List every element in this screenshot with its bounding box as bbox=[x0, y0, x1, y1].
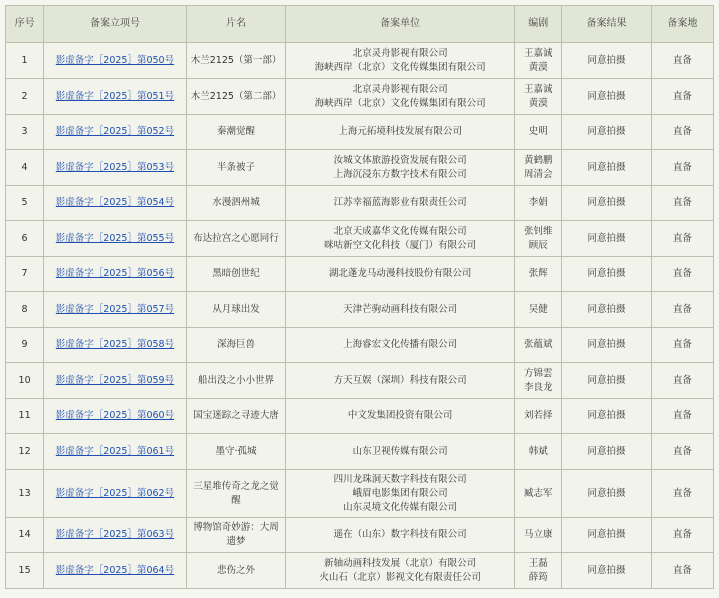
table-row bbox=[6, 257, 714, 292]
table-row bbox=[6, 553, 714, 589]
writer-name: 顾辰 bbox=[528, 239, 548, 251]
writer-name: 薛筠 bbox=[528, 571, 548, 583]
filing-place: 直备 bbox=[651, 470, 713, 518]
filing-code-link[interactable]: 影虚备字［2025］第059号 bbox=[55, 374, 175, 386]
filing-place: 直备 bbox=[651, 399, 713, 434]
filing-place: 直备 bbox=[651, 43, 713, 79]
header-result: 备案结果 bbox=[562, 6, 651, 43]
film-title: 黑暗创世纪 bbox=[186, 257, 285, 292]
writer-name: 张蕴斌 bbox=[523, 339, 553, 350]
row-number: 12 bbox=[6, 434, 44, 470]
filing-unit: 新轴动画科技发展（北京）有限公司 bbox=[324, 557, 477, 569]
filing-result: 同意拍摄 bbox=[562, 434, 651, 470]
filing-unit: 北京天成嘉华文化传媒有限公司 bbox=[333, 225, 467, 237]
film-title: 布达拉宫之心愿同行 bbox=[186, 221, 285, 257]
table-row bbox=[6, 186, 714, 221]
filing-table-container bbox=[5, 5, 714, 589]
table-row bbox=[6, 150, 714, 186]
filing-code-cell bbox=[44, 518, 187, 553]
filing-code-cell bbox=[44, 43, 187, 79]
filing-unit: 山东卫视传媒有限公司 bbox=[352, 445, 448, 457]
film-title: 秦潮觉醒 bbox=[186, 115, 285, 150]
filing-unit: 火山石（北京）影视文化有限责任公司 bbox=[319, 571, 481, 583]
filing-code-link[interactable]: 影虚备字［2025］第061号 bbox=[55, 445, 175, 457]
filing-unit: 北京灵舟影视有限公司 bbox=[352, 83, 448, 95]
filing-unit-cell bbox=[286, 470, 515, 518]
writer-cell bbox=[515, 434, 562, 470]
film-title: 三星堆传奇之龙之觉醒 bbox=[186, 470, 285, 518]
writer-cell bbox=[515, 43, 562, 79]
row-number: 11 bbox=[6, 399, 44, 434]
filing-result: 同意拍摄 bbox=[562, 115, 651, 150]
writer-name: 黄鹤鹏 bbox=[523, 154, 553, 166]
row-number: 15 bbox=[6, 553, 44, 589]
table-row bbox=[6, 434, 714, 470]
filing-unit: 遥在（山东）数字科技有限公司 bbox=[333, 529, 467, 540]
filing-code-link[interactable]: 影虚备字［2025］第062号 bbox=[55, 487, 175, 499]
writer-name: 王磊 bbox=[528, 557, 548, 569]
filing-unit-cell bbox=[286, 399, 515, 434]
table-row bbox=[6, 363, 714, 399]
row-number: 13 bbox=[6, 470, 44, 518]
filing-code-link[interactable]: 影虚备字［2025］第058号 bbox=[55, 339, 175, 350]
film-title: 深海巨兽 bbox=[186, 328, 285, 363]
filing-code-cell bbox=[44, 434, 187, 470]
header-code: 备案立项号 bbox=[44, 6, 187, 43]
filing-code-cell bbox=[44, 328, 187, 363]
film-title: 木兰2125（第二部） bbox=[186, 79, 285, 115]
writer-name: 周清会 bbox=[523, 168, 553, 180]
writer-name: 张辉 bbox=[528, 268, 548, 279]
filing-place: 直备 bbox=[651, 292, 713, 328]
table-row bbox=[6, 43, 714, 79]
table-header-row bbox=[6, 6, 714, 43]
filing-place: 直备 bbox=[651, 150, 713, 186]
writer-cell bbox=[515, 553, 562, 589]
filing-unit: 湖北蓬龙马动漫科技股份有限公司 bbox=[328, 268, 472, 279]
writer-cell bbox=[515, 328, 562, 363]
filing-place: 直备 bbox=[651, 328, 713, 363]
row-number: 1 bbox=[6, 43, 44, 79]
writer-name: 韩斌 bbox=[528, 445, 548, 457]
writer-cell bbox=[515, 518, 562, 553]
film-title: 半条被子 bbox=[186, 150, 285, 186]
header-title: 片名 bbox=[186, 6, 285, 43]
film-title: 船出没之小小世界 bbox=[186, 363, 285, 399]
filing-unit: 上海沉浸东方数字技术有限公司 bbox=[333, 168, 467, 180]
filing-unit-cell bbox=[286, 328, 515, 363]
filing-code-link[interactable]: 影虚备字［2025］第054号 bbox=[55, 197, 175, 208]
filing-unit-cell bbox=[286, 150, 515, 186]
table-row bbox=[6, 328, 714, 363]
filing-code-cell bbox=[44, 470, 187, 518]
film-title: 从月球出发 bbox=[186, 292, 285, 328]
filing-place: 直备 bbox=[651, 221, 713, 257]
row-number: 7 bbox=[6, 257, 44, 292]
filing-place: 直备 bbox=[651, 518, 713, 553]
writer-name: 黄漠 bbox=[528, 61, 548, 73]
film-title: 悲伤之外 bbox=[186, 553, 285, 589]
film-title: 水漫泗州城 bbox=[186, 186, 285, 221]
filing-code-cell bbox=[44, 221, 187, 257]
row-number: 5 bbox=[6, 186, 44, 221]
filing-code-cell bbox=[44, 399, 187, 434]
filing-code-link[interactable]: 影虚备字［2025］第060号 bbox=[55, 410, 175, 421]
writer-cell bbox=[515, 115, 562, 150]
filing-place: 直备 bbox=[651, 363, 713, 399]
table-body bbox=[6, 43, 714, 589]
writer-name: 黄漠 bbox=[528, 97, 548, 109]
writer-name: 臧志军 bbox=[523, 487, 553, 499]
row-number: 14 bbox=[6, 518, 44, 553]
table-row bbox=[6, 221, 714, 257]
filing-unit: 峨眉电影集团有限公司 bbox=[352, 487, 448, 499]
film-title: 墨守·孤城 bbox=[186, 434, 285, 470]
filing-result: 同意拍摄 bbox=[562, 518, 651, 553]
writer-name: 王嘉诚 bbox=[523, 47, 553, 59]
writer-cell bbox=[515, 363, 562, 399]
filing-unit: 上海睿宏文化传播有限公司 bbox=[343, 339, 458, 350]
table-row bbox=[6, 79, 714, 115]
filing-unit: 汝城文体旅游投资发展有限公司 bbox=[333, 154, 467, 166]
film-title: 木兰2125（第一部） bbox=[186, 43, 285, 79]
table-row bbox=[6, 470, 714, 518]
filing-code-cell bbox=[44, 115, 187, 150]
header-writer: 编剧 bbox=[515, 6, 562, 43]
filing-result: 同意拍摄 bbox=[562, 150, 651, 186]
table-row bbox=[6, 115, 714, 150]
filing-unit: 海峡西岸（北京）文化传媒集团有限公司 bbox=[314, 61, 486, 73]
film-title: 国宝迷踪之寻迹大唐 bbox=[186, 399, 285, 434]
filing-code-cell bbox=[44, 292, 187, 328]
writer-name: 方锦雲 bbox=[523, 367, 553, 379]
filing-code-link[interactable]: 影虚备字［2025］第053号 bbox=[55, 161, 175, 173]
filing-unit-cell bbox=[286, 363, 515, 399]
row-number: 6 bbox=[6, 221, 44, 257]
header-no: 序号 bbox=[6, 6, 44, 43]
writer-name: 刘若择 bbox=[523, 410, 553, 421]
filing-code-cell bbox=[44, 553, 187, 589]
filing-result: 同意拍摄 bbox=[562, 79, 651, 115]
filing-code-link[interactable]: 影虚备字［2025］第055号 bbox=[55, 232, 175, 244]
table-row bbox=[6, 518, 714, 553]
filing-unit: 中文发集团投资有限公司 bbox=[347, 410, 453, 421]
filing-unit-cell bbox=[286, 115, 515, 150]
film-title: 博物馆奇妙游：大周遗梦 bbox=[186, 518, 285, 553]
writer-cell bbox=[515, 186, 562, 221]
row-number: 8 bbox=[6, 292, 44, 328]
filing-unit: 天津芒驹动画科技有限公司 bbox=[343, 303, 458, 315]
filing-result: 同意拍摄 bbox=[562, 470, 651, 518]
filing-code-link[interactable]: 影虚备字［2025］第057号 bbox=[55, 303, 175, 315]
writer-cell bbox=[515, 79, 562, 115]
filing-unit: 上海元拓境科技发展有限公司 bbox=[338, 126, 462, 137]
filing-unit: 方天互娱（深圳）科技有限公司 bbox=[333, 374, 467, 386]
filing-unit-cell bbox=[286, 79, 515, 115]
filing-code-cell bbox=[44, 257, 187, 292]
row-number: 4 bbox=[6, 150, 44, 186]
writer-cell bbox=[515, 150, 562, 186]
filing-unit: 咪咕新空文化科技（厦门）有限公司 bbox=[324, 239, 477, 251]
filing-unit-cell bbox=[286, 434, 515, 470]
filing-result: 同意拍摄 bbox=[562, 292, 651, 328]
writer-name: 李良龙 bbox=[523, 381, 553, 393]
filing-table bbox=[5, 5, 714, 589]
writer-cell bbox=[515, 257, 562, 292]
filing-place: 直备 bbox=[651, 186, 713, 221]
writer-cell bbox=[515, 221, 562, 257]
header-unit: 备案单位 bbox=[286, 6, 515, 43]
filing-unit: 海峡西岸（北京）文化传媒集团有限公司 bbox=[314, 97, 486, 109]
row-number: 10 bbox=[6, 363, 44, 399]
filing-place: 直备 bbox=[651, 553, 713, 589]
filing-place: 直备 bbox=[651, 79, 713, 115]
filing-code-cell bbox=[44, 79, 187, 115]
filing-unit-cell bbox=[286, 553, 515, 589]
table-row bbox=[6, 292, 714, 328]
writer-name: 马立康 bbox=[523, 529, 553, 540]
filing-unit-cell bbox=[286, 221, 515, 257]
filing-code-link[interactable]: 影虚备字［2025］第056号 bbox=[55, 268, 175, 279]
row-number: 3 bbox=[6, 115, 44, 150]
writer-cell bbox=[515, 470, 562, 518]
filing-result: 同意拍摄 bbox=[562, 363, 651, 399]
filing-place: 直备 bbox=[651, 115, 713, 150]
filing-place: 直备 bbox=[651, 434, 713, 470]
writer-name: 王嘉诚 bbox=[523, 83, 553, 95]
filing-code-cell bbox=[44, 363, 187, 399]
writer-cell bbox=[515, 399, 562, 434]
filing-place: 直备 bbox=[651, 257, 713, 292]
filing-result: 同意拍摄 bbox=[562, 553, 651, 589]
table-row bbox=[6, 399, 714, 434]
row-number: 2 bbox=[6, 79, 44, 115]
writer-name: 史明 bbox=[528, 126, 548, 137]
filing-unit: 北京灵舟影视有限公司 bbox=[352, 47, 448, 59]
header-place: 备案地 bbox=[651, 6, 713, 43]
filing-unit: 江苏幸福蓝海影业有限责任公司 bbox=[333, 197, 467, 208]
filing-code-link[interactable]: 影虚备字［2025］第052号 bbox=[55, 126, 175, 137]
writer-cell bbox=[515, 292, 562, 328]
row-number: 9 bbox=[6, 328, 44, 363]
filing-result: 同意拍摄 bbox=[562, 43, 651, 79]
filing-code-link[interactable]: 影虚备字［2025］第064号 bbox=[55, 564, 175, 576]
filing-unit-cell bbox=[286, 186, 515, 221]
filing-unit: 四川龙珠洞天数字科技有限公司 bbox=[333, 473, 467, 485]
filing-code-cell bbox=[44, 150, 187, 186]
writer-name: 李娟 bbox=[528, 197, 548, 208]
filing-unit-cell bbox=[286, 43, 515, 79]
filing-unit-cell bbox=[286, 292, 515, 328]
filing-result: 同意拍摄 bbox=[562, 399, 651, 434]
filing-result: 同意拍摄 bbox=[562, 186, 651, 221]
filing-result: 同意拍摄 bbox=[562, 257, 651, 292]
filing-code-link[interactable]: 影虚备字［2025］第063号 bbox=[55, 529, 175, 540]
filing-unit-cell bbox=[286, 257, 515, 292]
writer-name: 张钊维 bbox=[523, 225, 553, 237]
filing-code-link[interactable]: 影虚备字［2025］第050号 bbox=[55, 54, 175, 66]
filing-unit-cell bbox=[286, 518, 515, 553]
filing-result: 同意拍摄 bbox=[562, 328, 651, 363]
filing-code-link[interactable]: 影虚备字［2025］第051号 bbox=[55, 90, 175, 102]
filing-code-cell bbox=[44, 186, 187, 221]
writer-name: 吴健 bbox=[528, 303, 548, 315]
filing-result: 同意拍摄 bbox=[562, 221, 651, 257]
filing-unit: 山东灵境文化传媒有限公司 bbox=[343, 501, 458, 513]
